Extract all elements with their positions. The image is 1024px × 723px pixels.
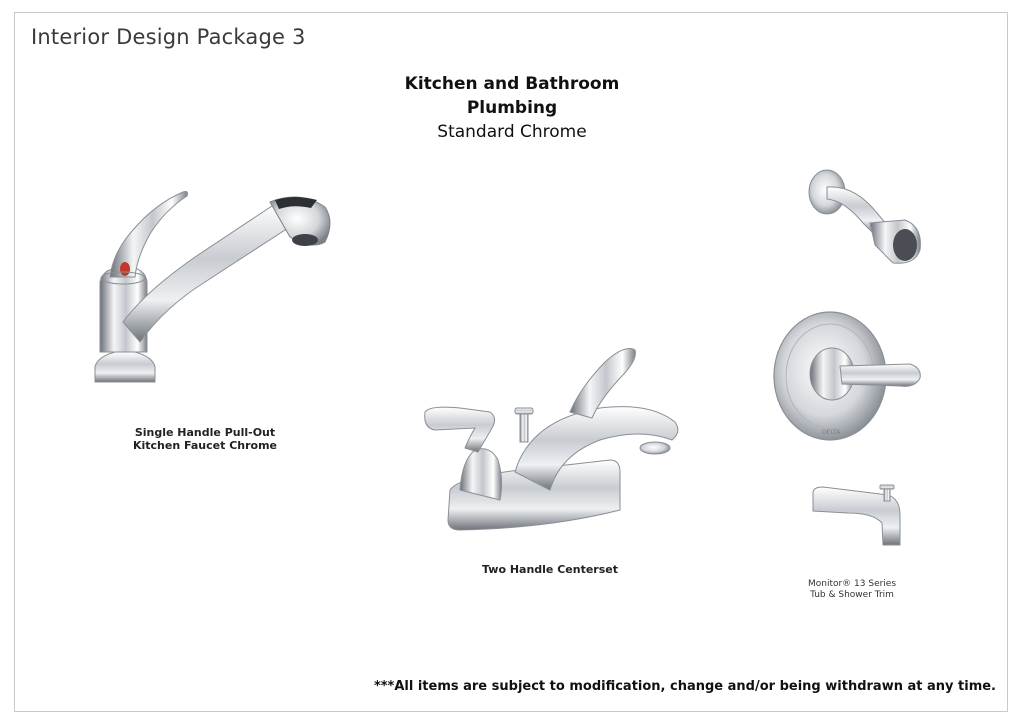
subheading: Standard Chrome (437, 122, 587, 142)
heading-line-1: Kitchen and Bathroom (404, 74, 620, 94)
disclaimer-note: ***All items are subject to modification, change and/or being withdrawn at any time. (373, 679, 996, 694)
shower-head-image (805, 165, 925, 270)
centerset-caption: Two Handle Centerset (481, 563, 618, 576)
kitchen-faucet-name-line2: Kitchen Faucet Chrome (132, 439, 278, 452)
package-title: Interior Design Package 3 (31, 25, 306, 49)
heading-line-2: Plumbing (466, 98, 558, 118)
kitchen-faucet-image (85, 182, 335, 392)
kitchen-faucet-caption (110, 426, 300, 452)
kitchen-faucet-name-line1: Single Handle Pull-Out (134, 426, 276, 439)
tub-spout-image (808, 485, 908, 550)
brand-mark: DELTA (822, 429, 841, 436)
shower-valve-trim-image (770, 308, 925, 448)
tub-shower-name-line1: Monitor® 13 Series (807, 579, 897, 589)
centerset-faucet-image (420, 340, 690, 540)
tub-shower-caption (782, 579, 922, 601)
tub-shower-name-line2: Tub & Shower Trim (810, 590, 894, 600)
section-heading (0, 72, 1024, 145)
